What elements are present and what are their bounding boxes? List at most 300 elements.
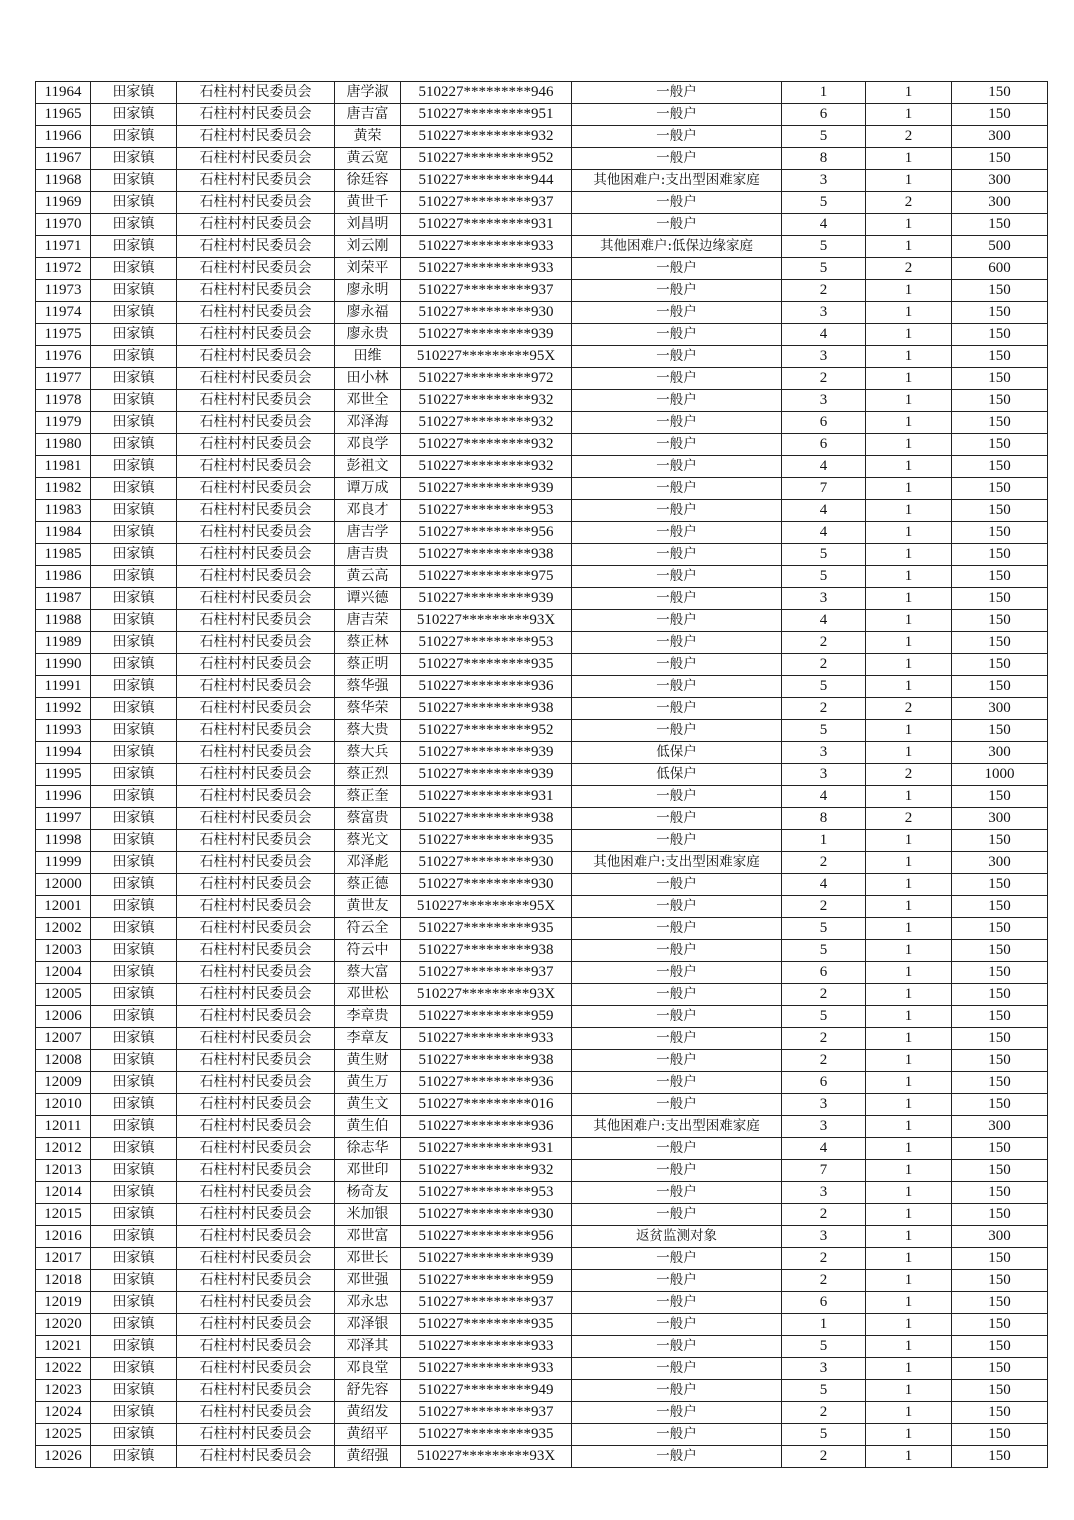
cell-serial-number: 11989 bbox=[36, 632, 91, 654]
cell-household-type: 一般户 bbox=[572, 918, 782, 940]
cell-serial-number: 11977 bbox=[36, 368, 91, 390]
cell-id-number: 510227*********959 bbox=[401, 1270, 572, 1292]
cell-village-committee: 石柱村村民委员会 bbox=[177, 566, 335, 588]
cell-household-type: 其他困难户:支出型困难家庭 bbox=[572, 1116, 782, 1138]
cell-id-number: 510227*********949 bbox=[401, 1380, 572, 1402]
cell-serial-number: 12009 bbox=[36, 1072, 91, 1094]
cell-id-number: 510227*********933 bbox=[401, 236, 572, 258]
cell-family-size: 3 bbox=[782, 1358, 866, 1380]
table-row bbox=[36, 1094, 1048, 1116]
cell-count: 1 bbox=[866, 280, 952, 302]
table-row bbox=[36, 434, 1048, 456]
cell-amount: 150 bbox=[952, 148, 1048, 170]
cell-serial-number: 11979 bbox=[36, 412, 91, 434]
cell-family-size: 5 bbox=[782, 236, 866, 258]
cell-id-number: 510227*********95X bbox=[401, 896, 572, 918]
cell-amount: 150 bbox=[952, 1248, 1048, 1270]
cell-amount: 150 bbox=[952, 522, 1048, 544]
cell-amount: 150 bbox=[952, 1336, 1048, 1358]
cell-amount: 150 bbox=[952, 478, 1048, 500]
cell-id-number: 510227*********953 bbox=[401, 632, 572, 654]
cell-amount: 150 bbox=[952, 302, 1048, 324]
cell-id-number: 510227*********938 bbox=[401, 544, 572, 566]
cell-household-type: 一般户 bbox=[572, 456, 782, 478]
cell-town: 田家镇 bbox=[91, 632, 177, 654]
cell-village-committee: 石柱村村民委员会 bbox=[177, 896, 335, 918]
cell-person-name: 徐志华 bbox=[335, 1138, 401, 1160]
cell-family-size: 3 bbox=[782, 346, 866, 368]
cell-serial-number: 11967 bbox=[36, 148, 91, 170]
cell-household-type: 一般户 bbox=[572, 1028, 782, 1050]
table-row bbox=[36, 742, 1048, 764]
cell-serial-number: 12014 bbox=[36, 1182, 91, 1204]
cell-family-size: 2 bbox=[782, 698, 866, 720]
table-row bbox=[36, 566, 1048, 588]
cell-family-size: 7 bbox=[782, 1160, 866, 1182]
table-row bbox=[36, 1160, 1048, 1182]
cell-village-committee: 石柱村村民委员会 bbox=[177, 1248, 335, 1270]
cell-count: 2 bbox=[866, 192, 952, 214]
cell-count: 1 bbox=[866, 390, 952, 412]
cell-serial-number: 11970 bbox=[36, 214, 91, 236]
cell-amount: 150 bbox=[952, 434, 1048, 456]
cell-amount: 150 bbox=[952, 1182, 1048, 1204]
table-row bbox=[36, 1336, 1048, 1358]
cell-village-committee: 石柱村村民委员会 bbox=[177, 1292, 335, 1314]
cell-serial-number: 11971 bbox=[36, 236, 91, 258]
cell-id-number: 510227*********975 bbox=[401, 566, 572, 588]
cell-count: 1 bbox=[866, 324, 952, 346]
cell-count: 1 bbox=[866, 654, 952, 676]
cell-amount: 150 bbox=[952, 456, 1048, 478]
cell-count: 1 bbox=[866, 610, 952, 632]
table-row bbox=[36, 214, 1048, 236]
cell-count: 1 bbox=[866, 478, 952, 500]
cell-serial-number: 12003 bbox=[36, 940, 91, 962]
cell-id-number: 510227*********952 bbox=[401, 720, 572, 742]
table-row bbox=[36, 676, 1048, 698]
cell-count: 1 bbox=[866, 1028, 952, 1050]
cell-count: 1 bbox=[866, 82, 952, 104]
cell-person-name: 黄世千 bbox=[335, 192, 401, 214]
cell-serial-number: 11999 bbox=[36, 852, 91, 874]
table-row bbox=[36, 1424, 1048, 1446]
cell-household-type: 一般户 bbox=[572, 280, 782, 302]
cell-family-size: 2 bbox=[782, 1248, 866, 1270]
records-table-body bbox=[36, 82, 1048, 1468]
cell-person-name: 邓泽其 bbox=[335, 1336, 401, 1358]
cell-id-number: 510227*********951 bbox=[401, 104, 572, 126]
cell-serial-number: 11974 bbox=[36, 302, 91, 324]
cell-serial-number: 11994 bbox=[36, 742, 91, 764]
cell-id-number: 510227*********939 bbox=[401, 1248, 572, 1270]
cell-serial-number: 12020 bbox=[36, 1314, 91, 1336]
cell-household-type: 一般户 bbox=[572, 1270, 782, 1292]
cell-id-number: 510227*********956 bbox=[401, 522, 572, 544]
cell-household-type: 一般户 bbox=[572, 1424, 782, 1446]
cell-amount: 150 bbox=[952, 1402, 1048, 1424]
table-row bbox=[36, 236, 1048, 258]
cell-village-committee: 石柱村村民委员会 bbox=[177, 676, 335, 698]
cell-household-type: 一般户 bbox=[572, 940, 782, 962]
cell-household-type: 一般户 bbox=[572, 500, 782, 522]
cell-village-committee: 石柱村村民委员会 bbox=[177, 588, 335, 610]
cell-id-number: 510227*********938 bbox=[401, 1050, 572, 1072]
cell-household-type: 一般户 bbox=[572, 544, 782, 566]
cell-amount: 150 bbox=[952, 82, 1048, 104]
cell-town: 田家镇 bbox=[91, 918, 177, 940]
cell-household-type: 一般户 bbox=[572, 566, 782, 588]
cell-person-name: 杨奇友 bbox=[335, 1182, 401, 1204]
cell-town: 田家镇 bbox=[91, 896, 177, 918]
cell-town: 田家镇 bbox=[91, 280, 177, 302]
cell-count: 1 bbox=[866, 1116, 952, 1138]
cell-person-name: 田维 bbox=[335, 346, 401, 368]
cell-serial-number: 12021 bbox=[36, 1336, 91, 1358]
cell-town: 田家镇 bbox=[91, 742, 177, 764]
cell-town: 田家镇 bbox=[91, 1182, 177, 1204]
cell-count: 1 bbox=[866, 984, 952, 1006]
cell-serial-number: 12015 bbox=[36, 1204, 91, 1226]
cell-person-name: 符云中 bbox=[335, 940, 401, 962]
cell-id-number: 510227*********944 bbox=[401, 170, 572, 192]
cell-family-size: 4 bbox=[782, 214, 866, 236]
cell-town: 田家镇 bbox=[91, 434, 177, 456]
cell-household-type: 一般户 bbox=[572, 1402, 782, 1424]
cell-count: 1 bbox=[866, 544, 952, 566]
cell-serial-number: 12011 bbox=[36, 1116, 91, 1138]
cell-family-size: 5 bbox=[782, 676, 866, 698]
cell-person-name: 唐吉荣 bbox=[335, 610, 401, 632]
cell-person-name: 舒先容 bbox=[335, 1380, 401, 1402]
cell-village-committee: 石柱村村民委员会 bbox=[177, 610, 335, 632]
cell-family-size: 1 bbox=[782, 830, 866, 852]
cell-amount: 150 bbox=[952, 214, 1048, 236]
cell-village-committee: 石柱村村民委员会 bbox=[177, 852, 335, 874]
cell-count: 1 bbox=[866, 1182, 952, 1204]
cell-person-name: 蔡富贵 bbox=[335, 808, 401, 830]
cell-household-type: 一般户 bbox=[572, 1248, 782, 1270]
cell-amount: 150 bbox=[952, 1072, 1048, 1094]
cell-family-size: 3 bbox=[782, 588, 866, 610]
table-row bbox=[36, 258, 1048, 280]
cell-household-type: 一般户 bbox=[572, 1336, 782, 1358]
cell-serial-number: 11985 bbox=[36, 544, 91, 566]
cell-person-name: 黄生伯 bbox=[335, 1116, 401, 1138]
cell-amount: 150 bbox=[952, 676, 1048, 698]
cell-town: 田家镇 bbox=[91, 852, 177, 874]
cell-household-type: 一般户 bbox=[572, 984, 782, 1006]
cell-serial-number: 11975 bbox=[36, 324, 91, 346]
table-row bbox=[36, 390, 1048, 412]
cell-serial-number: 12024 bbox=[36, 1402, 91, 1424]
cell-count: 1 bbox=[866, 566, 952, 588]
cell-village-committee: 石柱村村民委员会 bbox=[177, 1006, 335, 1028]
cell-amount: 150 bbox=[952, 1380, 1048, 1402]
cell-village-committee: 石柱村村民委员会 bbox=[177, 1050, 335, 1072]
cell-village-committee: 石柱村村民委员会 bbox=[177, 1358, 335, 1380]
cell-family-size: 2 bbox=[782, 984, 866, 1006]
cell-amount: 150 bbox=[952, 786, 1048, 808]
cell-serial-number: 11976 bbox=[36, 346, 91, 368]
cell-household-type: 一般户 bbox=[572, 148, 782, 170]
cell-household-type: 一般户 bbox=[572, 1138, 782, 1160]
cell-amount: 300 bbox=[952, 742, 1048, 764]
cell-person-name: 黄生文 bbox=[335, 1094, 401, 1116]
cell-household-type: 一般户 bbox=[572, 1314, 782, 1336]
cell-village-committee: 石柱村村民委员会 bbox=[177, 1028, 335, 1050]
cell-town: 田家镇 bbox=[91, 654, 177, 676]
cell-amount: 300 bbox=[952, 852, 1048, 874]
cell-family-size: 2 bbox=[782, 1270, 866, 1292]
cell-household-type: 一般户 bbox=[572, 874, 782, 896]
table-row bbox=[36, 852, 1048, 874]
cell-household-type: 一般户 bbox=[572, 368, 782, 390]
cell-person-name: 廖永贵 bbox=[335, 324, 401, 346]
cell-family-size: 4 bbox=[782, 324, 866, 346]
cell-town: 田家镇 bbox=[91, 1226, 177, 1248]
table-row bbox=[36, 324, 1048, 346]
cell-family-size: 3 bbox=[782, 1226, 866, 1248]
cell-amount: 150 bbox=[952, 1028, 1048, 1050]
table-row bbox=[36, 1072, 1048, 1094]
cell-person-name: 廖永福 bbox=[335, 302, 401, 324]
cell-person-name: 黄绍强 bbox=[335, 1446, 401, 1468]
cell-count: 1 bbox=[866, 1424, 952, 1446]
cell-village-committee: 石柱村村民委员会 bbox=[177, 258, 335, 280]
cell-town: 田家镇 bbox=[91, 258, 177, 280]
table-row bbox=[36, 280, 1048, 302]
table-row bbox=[36, 610, 1048, 632]
cell-amount: 150 bbox=[952, 720, 1048, 742]
cell-id-number: 510227*********937 bbox=[401, 1402, 572, 1424]
cell-household-type: 一般户 bbox=[572, 720, 782, 742]
cell-person-name: 邓泽彪 bbox=[335, 852, 401, 874]
cell-count: 1 bbox=[866, 962, 952, 984]
cell-family-size: 6 bbox=[782, 434, 866, 456]
cell-village-committee: 石柱村村民委员会 bbox=[177, 1380, 335, 1402]
cell-person-name: 蔡大兵 bbox=[335, 742, 401, 764]
cell-family-size: 5 bbox=[782, 940, 866, 962]
cell-village-committee: 石柱村村民委员会 bbox=[177, 918, 335, 940]
cell-family-size: 3 bbox=[782, 1182, 866, 1204]
cell-family-size: 2 bbox=[782, 1050, 866, 1072]
cell-id-number: 510227*********932 bbox=[401, 412, 572, 434]
cell-town: 田家镇 bbox=[91, 940, 177, 962]
cell-serial-number: 11972 bbox=[36, 258, 91, 280]
cell-count: 1 bbox=[866, 368, 952, 390]
cell-household-type: 其他困难户:支出型困难家庭 bbox=[572, 170, 782, 192]
cell-family-size: 3 bbox=[782, 302, 866, 324]
cell-household-type: 一般户 bbox=[572, 962, 782, 984]
table-row bbox=[36, 1380, 1048, 1402]
cell-id-number: 510227*********937 bbox=[401, 192, 572, 214]
cell-serial-number: 12013 bbox=[36, 1160, 91, 1182]
cell-family-size: 5 bbox=[782, 918, 866, 940]
cell-village-committee: 石柱村村民委员会 bbox=[177, 434, 335, 456]
cell-village-committee: 石柱村村民委员会 bbox=[177, 1116, 335, 1138]
cell-household-type: 一般户 bbox=[572, 1446, 782, 1468]
cell-person-name: 谭万成 bbox=[335, 478, 401, 500]
cell-amount: 150 bbox=[952, 654, 1048, 676]
cell-serial-number: 12010 bbox=[36, 1094, 91, 1116]
cell-town: 田家镇 bbox=[91, 1314, 177, 1336]
cell-id-number: 510227*********939 bbox=[401, 742, 572, 764]
cell-village-committee: 石柱村村民委员会 bbox=[177, 324, 335, 346]
cell-serial-number: 11993 bbox=[36, 720, 91, 742]
cell-household-type: 一般户 bbox=[572, 1094, 782, 1116]
table-row bbox=[36, 1138, 1048, 1160]
cell-household-type: 一般户 bbox=[572, 104, 782, 126]
cell-serial-number: 12005 bbox=[36, 984, 91, 1006]
cell-count: 1 bbox=[866, 676, 952, 698]
cell-town: 田家镇 bbox=[91, 1248, 177, 1270]
cell-count: 1 bbox=[866, 1358, 952, 1380]
cell-person-name: 邓世长 bbox=[335, 1248, 401, 1270]
cell-family-size: 5 bbox=[782, 1006, 866, 1028]
cell-person-name: 谭兴德 bbox=[335, 588, 401, 610]
cell-village-committee: 石柱村村民委员会 bbox=[177, 1072, 335, 1094]
cell-count: 1 bbox=[866, 434, 952, 456]
cell-village-committee: 石柱村村民委员会 bbox=[177, 1270, 335, 1292]
cell-person-name: 蔡大贵 bbox=[335, 720, 401, 742]
cell-id-number: 510227*********936 bbox=[401, 1116, 572, 1138]
cell-id-number: 510227*********933 bbox=[401, 258, 572, 280]
cell-village-committee: 石柱村村民委员会 bbox=[177, 720, 335, 742]
cell-town: 田家镇 bbox=[91, 236, 177, 258]
cell-person-name: 邓世全 bbox=[335, 390, 401, 412]
cell-id-number: 510227*********932 bbox=[401, 434, 572, 456]
cell-household-type: 一般户 bbox=[572, 258, 782, 280]
table-row bbox=[36, 632, 1048, 654]
cell-person-name: 米加银 bbox=[335, 1204, 401, 1226]
cell-amount: 150 bbox=[952, 1006, 1048, 1028]
cell-count: 1 bbox=[866, 632, 952, 654]
cell-town: 田家镇 bbox=[91, 1380, 177, 1402]
cell-village-committee: 石柱村村民委员会 bbox=[177, 148, 335, 170]
cell-person-name: 符云全 bbox=[335, 918, 401, 940]
cell-household-type: 一般户 bbox=[572, 676, 782, 698]
cell-id-number: 510227*********935 bbox=[401, 1314, 572, 1336]
cell-household-type: 一般户 bbox=[572, 896, 782, 918]
cell-count: 1 bbox=[866, 896, 952, 918]
cell-serial-number: 12023 bbox=[36, 1380, 91, 1402]
cell-village-committee: 石柱村村民委员会 bbox=[177, 390, 335, 412]
cell-family-size: 8 bbox=[782, 808, 866, 830]
cell-family-size: 5 bbox=[782, 720, 866, 742]
cell-family-size: 6 bbox=[782, 104, 866, 126]
cell-id-number: 510227*********930 bbox=[401, 874, 572, 896]
cell-family-size: 3 bbox=[782, 170, 866, 192]
cell-household-type: 一般户 bbox=[572, 610, 782, 632]
table-row bbox=[36, 1006, 1048, 1028]
cell-town: 田家镇 bbox=[91, 1358, 177, 1380]
cell-family-size: 6 bbox=[782, 412, 866, 434]
cell-village-committee: 石柱村村民委员会 bbox=[177, 1424, 335, 1446]
cell-town: 田家镇 bbox=[91, 500, 177, 522]
cell-serial-number: 11988 bbox=[36, 610, 91, 632]
cell-town: 田家镇 bbox=[91, 764, 177, 786]
cell-id-number: 510227*********938 bbox=[401, 808, 572, 830]
cell-amount: 150 bbox=[952, 918, 1048, 940]
cell-family-size: 4 bbox=[782, 610, 866, 632]
cell-amount: 150 bbox=[952, 1094, 1048, 1116]
cell-count: 1 bbox=[866, 830, 952, 852]
cell-amount: 300 bbox=[952, 698, 1048, 720]
cell-serial-number: 12016 bbox=[36, 1226, 91, 1248]
cell-family-size: 2 bbox=[782, 852, 866, 874]
cell-family-size: 7 bbox=[782, 478, 866, 500]
cell-id-number: 510227*********95X bbox=[401, 346, 572, 368]
cell-person-name: 李章友 bbox=[335, 1028, 401, 1050]
cell-household-type: 一般户 bbox=[572, 654, 782, 676]
cell-serial-number: 12000 bbox=[36, 874, 91, 896]
cell-amount: 300 bbox=[952, 808, 1048, 830]
cell-person-name: 邓世富 bbox=[335, 1226, 401, 1248]
cell-count: 1 bbox=[866, 742, 952, 764]
cell-amount: 150 bbox=[952, 1446, 1048, 1468]
cell-household-type: 一般户 bbox=[572, 1380, 782, 1402]
cell-person-name: 唐学淑 bbox=[335, 82, 401, 104]
cell-id-number: 510227*********016 bbox=[401, 1094, 572, 1116]
cell-amount: 150 bbox=[952, 1160, 1048, 1182]
cell-id-number: 510227*********932 bbox=[401, 1160, 572, 1182]
cell-amount: 150 bbox=[952, 544, 1048, 566]
cell-town: 田家镇 bbox=[91, 170, 177, 192]
cell-village-committee: 石柱村村民委员会 bbox=[177, 874, 335, 896]
cell-person-name: 李章贵 bbox=[335, 1006, 401, 1028]
cell-serial-number: 12007 bbox=[36, 1028, 91, 1050]
cell-amount: 150 bbox=[952, 874, 1048, 896]
table-row bbox=[36, 786, 1048, 808]
cell-person-name: 唐吉学 bbox=[335, 522, 401, 544]
cell-person-name: 蔡正烈 bbox=[335, 764, 401, 786]
cell-count: 1 bbox=[866, 1050, 952, 1072]
cell-town: 田家镇 bbox=[91, 544, 177, 566]
cell-village-committee: 石柱村村民委员会 bbox=[177, 170, 335, 192]
cell-town: 田家镇 bbox=[91, 104, 177, 126]
cell-family-size: 2 bbox=[782, 654, 866, 676]
cell-household-type: 一般户 bbox=[572, 192, 782, 214]
cell-amount: 300 bbox=[952, 170, 1048, 192]
cell-count: 1 bbox=[866, 346, 952, 368]
cell-family-size: 1 bbox=[782, 82, 866, 104]
cell-id-number: 510227*********959 bbox=[401, 1006, 572, 1028]
cell-village-committee: 石柱村村民委员会 bbox=[177, 456, 335, 478]
cell-count: 1 bbox=[866, 1204, 952, 1226]
cell-town: 田家镇 bbox=[91, 1028, 177, 1050]
cell-village-committee: 石柱村村民委员会 bbox=[177, 280, 335, 302]
cell-serial-number: 12019 bbox=[36, 1292, 91, 1314]
cell-serial-number: 12006 bbox=[36, 1006, 91, 1028]
cell-id-number: 510227*********935 bbox=[401, 830, 572, 852]
table-row bbox=[36, 170, 1048, 192]
cell-amount: 150 bbox=[952, 104, 1048, 126]
table-row bbox=[36, 368, 1048, 390]
cell-serial-number: 12002 bbox=[36, 918, 91, 940]
cell-village-committee: 石柱村村民委员会 bbox=[177, 302, 335, 324]
cell-family-size: 4 bbox=[782, 522, 866, 544]
cell-family-size: 5 bbox=[782, 126, 866, 148]
cell-id-number: 510227*********93X bbox=[401, 610, 572, 632]
cell-town: 田家镇 bbox=[91, 522, 177, 544]
cell-family-size: 4 bbox=[782, 786, 866, 808]
cell-person-name: 黄云宽 bbox=[335, 148, 401, 170]
cell-family-size: 3 bbox=[782, 1116, 866, 1138]
cell-id-number: 510227*********939 bbox=[401, 588, 572, 610]
cell-household-type: 低保户 bbox=[572, 742, 782, 764]
cell-id-number: 510227*********939 bbox=[401, 324, 572, 346]
